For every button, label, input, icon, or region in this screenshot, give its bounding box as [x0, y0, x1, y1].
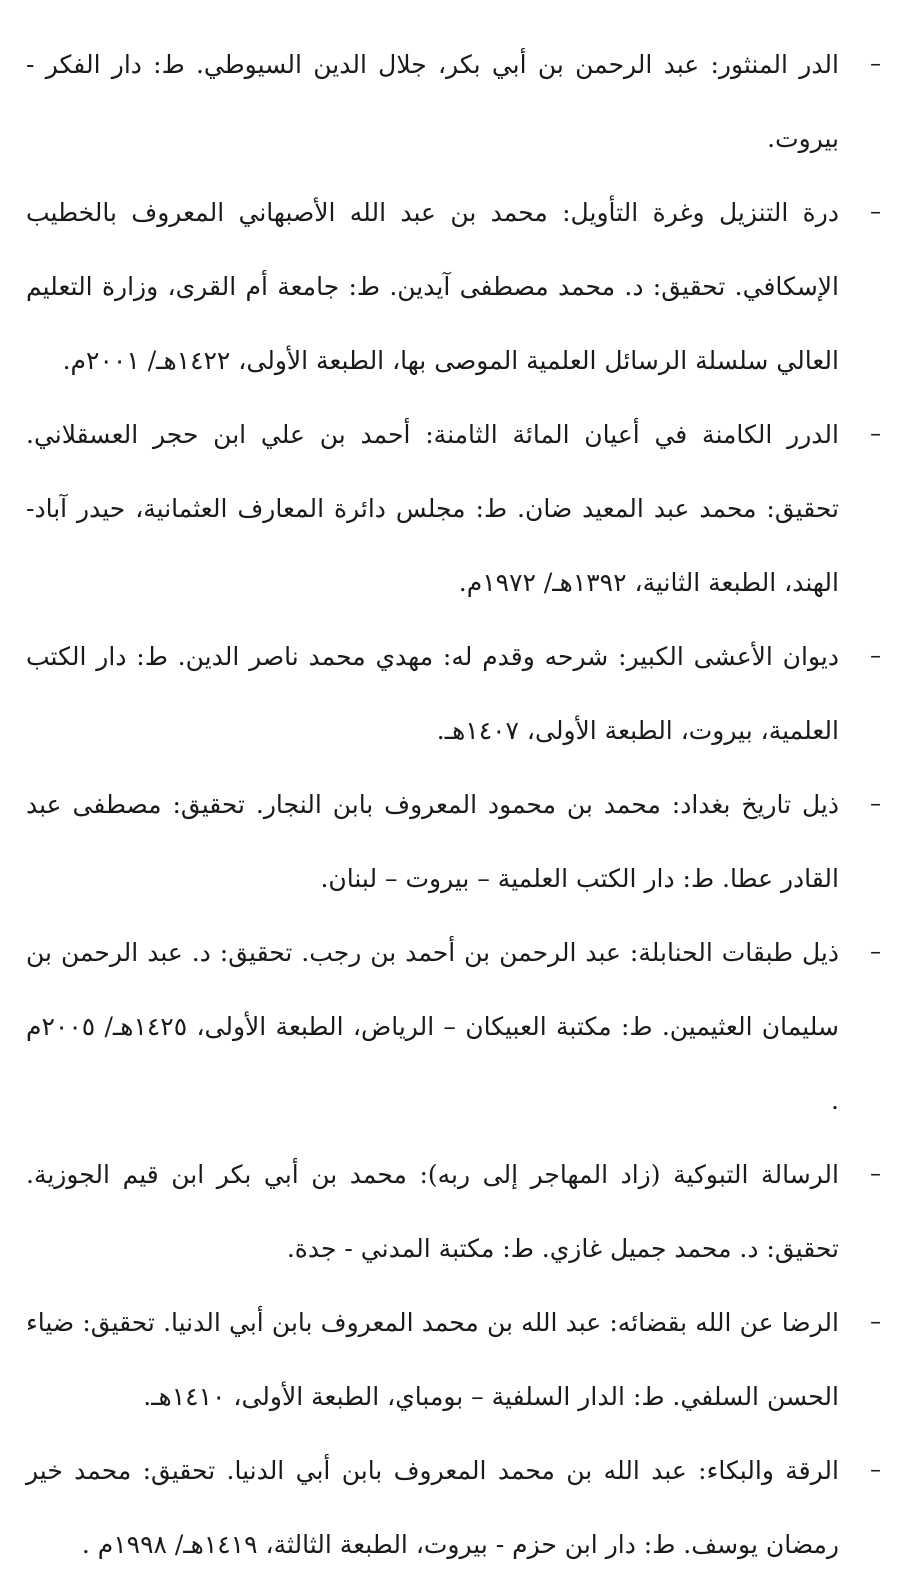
- bibliography-entry: [26, 1138, 881, 1286]
- entry-text: الرقة والبكاء: عبد الله بن محمد المعروف بابن أبي الدنيا. تحقيق: محمد خير رمضان يوسف. ط: دار ابن حزم - بيروت، الطبعة الثالثة، ١٤١٩هـ/ ١٩٩٨م .: [26, 1456, 839, 1559]
- bibliography-entry: [26, 620, 881, 768]
- entry-text: الرضا عن الله بقضائه: عبد الله بن محمد المعروف بابن أبي الدنيا. تحقيق: ضياء الحسن السلفي. ط: الدار السلفية – بومباي، الطبعة الأولى، ١٤١٠هـ.: [26, 1308, 839, 1411]
- entry-dash: –: [870, 1458, 881, 1483]
- entry-text: الدرر الكامنة في أعيان المائة الثامنة: أحمد بن علي ابن حجر العسقلاني. تحقيق: محمد عبد المعيد ضان. ط: مجلس دائرة المعارف العثمانية، حيدر آباد- الهند، الطبعة الثانية، ١٣٩٢هـ/ ١٩٧٢م.: [26, 420, 839, 597]
- entry-dash: –: [870, 940, 881, 965]
- bibliography-page: [26, 28, 881, 1582]
- bibliography-entry: [26, 1434, 881, 1582]
- entry-dash: –: [870, 1310, 881, 1335]
- bibliography-entry: [26, 28, 881, 176]
- bibliography-entry: [26, 768, 881, 916]
- entry-dash: –: [870, 422, 881, 447]
- entry-dash: –: [870, 1162, 881, 1187]
- entry-dash: –: [870, 52, 881, 77]
- bibliography-entry: [26, 398, 881, 620]
- bibliography-entry: [26, 916, 881, 1138]
- entry-text: الدر المنثور: عبد الرحمن بن أبي بكر، جلال الدين السيوطي. ط: دار الفكر - بيروت.: [26, 50, 839, 153]
- entry-text: درة التنزيل وغرة التأويل: محمد بن عبد الله الأصبهاني المعروف بالخطيب الإسكافي. تحقيق: د. محمد مصطفى آيدين. ط: جامعة أم القرى، وزارة التعليم العالي سلسلة الرسائل العلمية الموصى بها، الطبعة الأولى، ١٤٢٢هـ/ ٢٠٠١م.: [26, 198, 839, 375]
- entry-text: ديوان الأعشى الكبير: شرحه وقدم له: مهدي محمد ناصر الدين. ط: دار الكتب العلمية، بيروت، الطبعة الأولى، ١٤٠٧هـ.: [26, 642, 839, 745]
- bibliography-entry: [26, 1286, 881, 1434]
- entry-dash: –: [870, 644, 881, 669]
- entry-dash: –: [870, 792, 881, 817]
- bibliography-entry: [26, 176, 881, 398]
- entry-dash: –: [870, 200, 881, 225]
- entry-text: ذيل طبقات الحنابلة: عبد الرحمن بن أحمد بن رجب. تحقيق: د. عبد الرحمن بن سليمان العثيمين. ط: مكتبة العبيكان – الرياض، الطبعة الأولى، ١٤٢٥هـ/ ٢٠٠٥م .: [26, 938, 839, 1115]
- entry-text: ذيل تاريخ بغداد: محمد بن محمود المعروف بابن النجار. تحقيق: مصطفى عبد القادر عطا. ط: دار الكتب العلمية – بيروت – لبنان.: [26, 790, 839, 893]
- entry-text: الرسالة التبوكية (زاد المهاجر إلى ربه): محمد بن أبي بكر ابن قيم الجوزية. تحقيق: د. محمد جميل غازي. ط: مكتبة المدني - جدة.: [26, 1160, 839, 1263]
